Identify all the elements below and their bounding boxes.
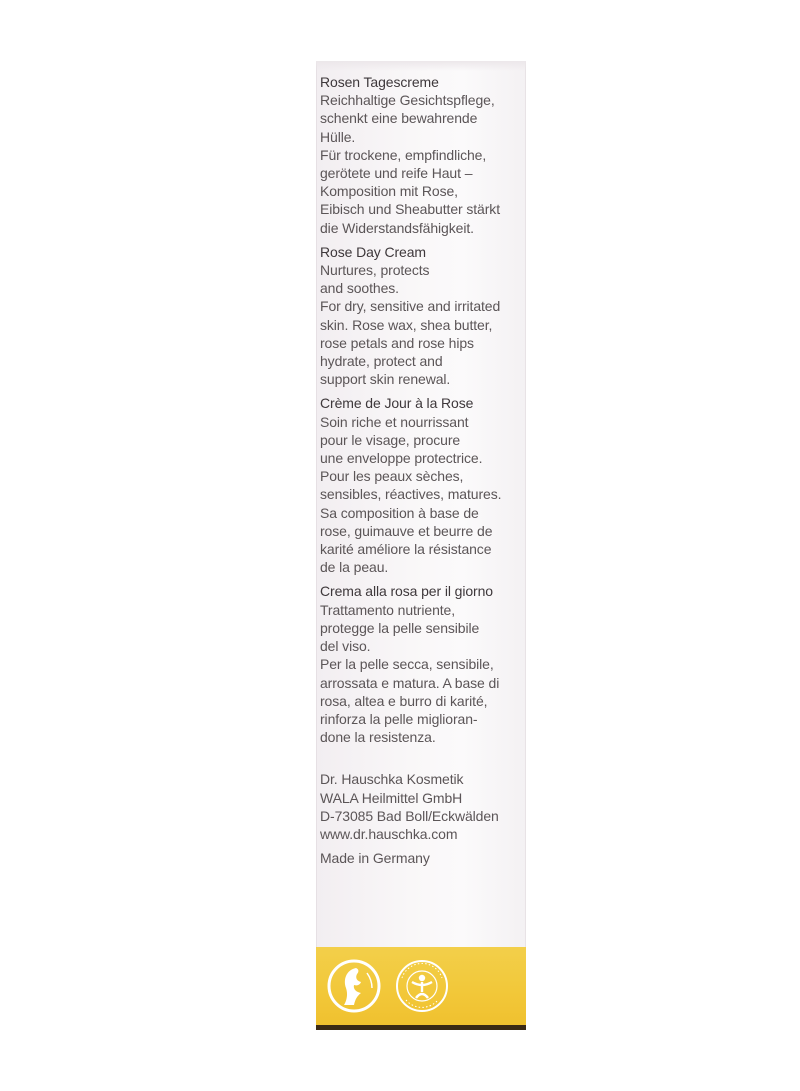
section-english [320, 243, 526, 389]
text-line: Nurtures, protects [320, 262, 430, 279]
text-line: Trattamento nutriente, [320, 601, 456, 618]
text-line: rosa, altea e burro di karité, [320, 692, 488, 709]
section-italian [320, 582, 526, 746]
text-line: support skin renewal. [320, 371, 451, 388]
text-line: une enveloppe protectrice. [320, 450, 483, 467]
text-line: Für trockene, empfindliche, [320, 146, 487, 163]
text-line: Pour les peaux sèches, [320, 468, 464, 485]
text-line: done la resistenza. [320, 729, 436, 746]
address-line: D-73085 Bad Boll/Eckwälden [320, 807, 499, 824]
text-line: Eibisch und Sheabutter stärkt [320, 201, 500, 218]
product-box-side-panel [316, 61, 526, 1030]
natrue-seal-icon [326, 958, 382, 1014]
section-german [320, 73, 526, 237]
address-line: WALA Heilmittel GmbH [320, 789, 463, 806]
website-text: www.dr.hauschka.com [320, 825, 458, 842]
text-line: sensibles, réactives, matures. [320, 486, 502, 503]
text-line: rose petals and rose hips [320, 334, 474, 351]
label-text [320, 73, 526, 873]
text-line: rinforza la pelle miglioran- [320, 710, 478, 727]
text-line: Hülle. [320, 128, 356, 145]
text-line: Soin riche et nourrissant [320, 413, 469, 430]
text-line: For dry, sensitive and irritated [320, 298, 501, 315]
text-line: rose, guimauve et beurre de [320, 522, 493, 539]
text-line: arrossata e matura. A base di [320, 674, 500, 691]
bdih-seal-icon [394, 958, 450, 1014]
text-line: Komposition mit Rose, [320, 183, 458, 200]
text-line: protegge la pelle sensibile [320, 619, 480, 636]
text-line: karité améliore la résistance [320, 541, 492, 558]
text-line: de la peau. [320, 559, 389, 576]
text-line: skin. Rose wax, shea butter, [320, 316, 493, 333]
text-line: Reichhaltige Gesichtspflege, [320, 92, 495, 109]
text-line: and soothes. [320, 280, 399, 297]
text-line: die Widerstandsfähigkeit. [320, 219, 474, 236]
yellow-band [316, 947, 526, 1025]
box-base-edge [316, 1025, 526, 1030]
origin-text: Made in Germany [320, 850, 430, 867]
manufacturer-address [320, 770, 526, 843]
text-line: Per la pelle secca, sensibile, [320, 656, 494, 673]
section-french [320, 394, 526, 576]
text-line: schenkt eine bewahrende [320, 110, 478, 127]
text-line: hydrate, protect and [320, 353, 443, 370]
text-line: Sa composition à base de [320, 504, 479, 521]
section-title: Crème de Jour à la Rose [320, 395, 474, 412]
address-line: Dr. Hauschka Kosmetik [320, 771, 464, 788]
section-title: Crema alla rosa per il giorno [320, 583, 493, 600]
text-line: del viso. [320, 638, 371, 655]
text-line: gerötete und reife Haut – [320, 165, 473, 182]
text-line: pour le visage, procure [320, 431, 461, 448]
section-title: Rose Day Cream [320, 243, 426, 260]
box-top-edge [316, 61, 526, 71]
origin-block [320, 849, 526, 867]
section-title: Rosen Tagescreme [320, 74, 439, 90]
